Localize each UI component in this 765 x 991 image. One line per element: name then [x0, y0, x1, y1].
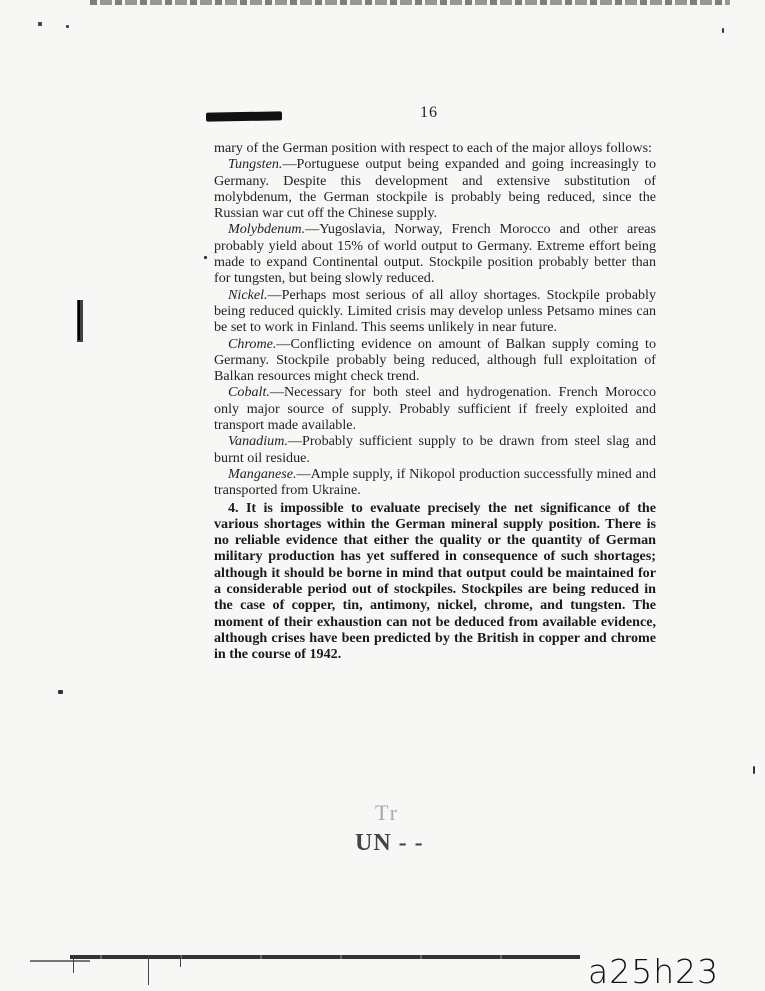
paragraph-molybdenum: Molybdenum.—Yugoslavia, Norway, French Morocco and other areas probably yield about 15% of world output to Germany. Extreme effort being made to expand Continental output. Stockpile position probably better than for tungsten, but being slowly reduced. [214, 221, 656, 287]
page-number: 16 [420, 104, 438, 121]
redacted-classification-mark [206, 111, 282, 121]
scan-bottom-rule [30, 960, 90, 962]
paragraph-chrome: Chrome.—Conflicting evidence on amount of Balkan supply coming to Germany. Stockpile probably being reduced, although full exploitation of Balkan resources might check trend. [214, 335, 656, 385]
scan-speck [66, 25, 69, 28]
paragraph-0: mary of the German position with respect to each of the major alloys follows: [214, 140, 652, 156]
paragraph-tungsten: Tungsten.—Portuguese output being expanded and going increasingly to Germany. Despite this development and extensive substitution of molybdenum, the German stockpile is probably being reduced, since the Russian war cut off the Chinese supply. [214, 156, 656, 222]
document-body [214, 140, 656, 663]
scan-bottom-rule [70, 955, 580, 959]
paragraph-4: 4. It is impossible to evaluate precisely the net significance of the various shortages within the German mineral supply position. There is no reliable evidence that either the quality or the quantity of German military production has yet suffered in consequence of such shortages; although it should be borne in mind that output could be maintained for a considerable period out of stockpiles. Stockpiles are being reduced in the case of copper, tin, antimony, nickel, chrome, and tungsten. The moment of their exhaustion can not be deduced from available evidence, although crises have been predicted by the British in copper and chrome in the course of 1942. [214, 499, 656, 663]
faded-stamp-line-1: Tr [375, 800, 399, 825]
paragraph-cobalt: Cobalt.—Necessary for both steel and hydrogenation. French Morocco only major source of supply. Probably sufficient if freely exploited and transport made available. [214, 384, 656, 434]
paragraph-nickel: Nickel.—Perhaps most serious of all alloy shortages. Stockpile probably being reduced quickly. Limited crisis may develop unless Petsamo mines can be set to work in Finland. This seems unlikely in near future. [214, 286, 656, 336]
faded-stamp-line-2: UN - - [355, 830, 424, 856]
scan-speck [753, 766, 755, 774]
paragraph-vanadium: Vanadium.—Probably sufficient supply to be drawn from steel slag and burnt oil residue. [214, 433, 656, 466]
scan-tick [148, 955, 149, 985]
scan-speck [722, 28, 724, 33]
scan-tick [73, 955, 74, 973]
scan-top-rule [90, 0, 730, 5]
scan-margin-mark [78, 300, 80, 340]
scan-speck [58, 690, 63, 694]
scan-speck [204, 256, 207, 259]
scan-tick [180, 955, 181, 967]
faded-stamp [355, 800, 555, 870]
scan-speck [38, 22, 42, 26]
handwritten-file-id: a25h23 [588, 952, 720, 991]
paragraph-manganese: Manganese.—Ample supply, if Nikopol production successfully mined and transported from Ukraine. [214, 465, 656, 499]
